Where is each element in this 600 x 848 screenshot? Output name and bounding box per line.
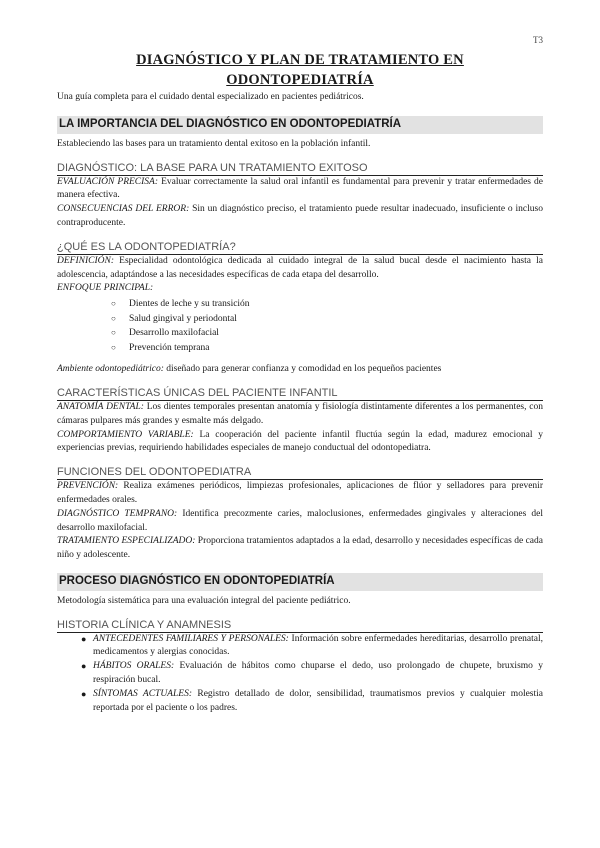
paragraph [57, 401, 543, 429]
document-subtitle: Una guía completa para el cuidado dental especializado en pacientes pediátricos. [57, 92, 364, 102]
term-label: ANATOMÍA DENTAL: [57, 401, 144, 412]
section-heading-proceso: PROCESO DIAGNÓSTICO EN ODONTOPEDIATRÍA [57, 573, 543, 591]
term-text: Identifica precozmente caries, maloclusiones, enfermedades gingivales y alteraciones del desarrollo maxilofacial. [57, 508, 543, 533]
subheading-funciones: FUNCIONES DEL ODONTOPEDIATRA [57, 465, 543, 480]
term-label: HÁBITOS ORALES: [93, 661, 175, 672]
section-heading-importancia: LA IMPORTANCIA DEL DIAGNÓSTICO EN ODONTOPEDIATRÍA [57, 116, 543, 134]
list-item: ● HÁBITOS ORALES: Evaluación de hábitos como chuparse el dedo, uso prolongado de chupete, bruxismo y respiración bucal. [81, 661, 543, 685]
paragraph [57, 508, 543, 536]
subheading-que-es: ¿QUÉ ES LA ODONTOPEDIATRÍA? [57, 240, 543, 255]
term-text: Registro detallado de dolor, sensibilidad, traumatismos previos y cualquier molestia reportada por el paciente o los padres. [93, 688, 543, 713]
section-intro: Metodología sistemática para una evaluación integral del paciente pediátrico. [57, 595, 351, 606]
term-text: Sin un diagnóstico preciso, el tratamiento puede resultar inadecuado, insuficiente o incluso contraproducente. [57, 204, 543, 228]
term-label: COMPORTAMIENTO VARIABLE: [57, 429, 194, 440]
term-text: Los dientes temporales presentan anatomía y fisiología distintamente diferentes a los permanentes, con cámaras pulpares más grandes y esmalte más delgado. [57, 401, 543, 426]
paragraph [57, 429, 543, 457]
page-number: T3 [533, 35, 543, 45]
term-label: DEFINICIÓN: [57, 255, 114, 266]
term-text: La cooperación del paciente infantil fluctúa según la edad, madurez emocional y experiencias previas, requiriendo habilidades especiales de manejo conductual del odontopediatra. [57, 429, 543, 454]
list-item: ○ Prevención temprana [111, 341, 543, 356]
paragraph [57, 176, 543, 204]
historia-list [57, 633, 543, 716]
list-item: ○ Salud gingival y periodontal [111, 312, 543, 327]
term-label: ANTECEDENTES FAMILIARES Y PERSONALES: [93, 633, 289, 644]
term-label: SÍNTOMAS ACTUALES: [93, 688, 192, 699]
term-text: diseñado para generar confianza y comodidad en los pequeños pacientes [163, 364, 442, 375]
list-item: ● SÍNTOMAS ACTUALES: Registro detallado de dolor, sensibilidad, traumatismos previos y cualquier molestia reportada por el paciente o los padres. [81, 688, 543, 713]
term-text: Especialidad odontológica dedicada al cuidado integral de la salud bucal desde el nacimiento hasta la adolescencia, adaptándose a las necesidades específicas de cada etapa del desarrollo. [57, 255, 543, 280]
term-label: PREVENCIÓN: [57, 481, 119, 492]
term-text: Evaluación de hábitos como chuparse el dedo, uso prolongado de chupete, bruxismo y respiración bucal. [93, 661, 543, 685]
subheading-diagnostico: DIAGNÓSTICO: LA BASE PARA UN TRATAMIENTO EXITOSO [57, 161, 543, 176]
paragraph [57, 203, 543, 231]
subheading-caracteristicas: CARACTERÍSTICAS ÚNICAS DEL PACIENTE INFANTIL [57, 386, 543, 401]
title-line-1: DIAGNÓSTICO Y PLAN DE TRATAMIENTO EN [136, 52, 464, 68]
paragraph [57, 363, 543, 377]
list-item: ○ Desarrollo maxilofacial [111, 326, 543, 341]
list-item: ○ Dientes de leche y su transición [111, 297, 543, 312]
subheading-historia: HISTORIA CLÍNICA Y ANAMNESIS [57, 618, 543, 633]
document-body [57, 110, 543, 715]
term-label: Ambiente odontopediátrico: [57, 364, 164, 375]
term-label: DIAGNÓSTICO TEMPRANO: [57, 508, 178, 519]
term-label: ENFOQUE PRINCIPAL: [57, 283, 154, 294]
term-label: CONSECUENCIAS DEL ERROR: [57, 204, 190, 215]
term-text: Proporciona tratamientos adaptados a la edad, desarrollo y necesidades específicas de cada niño y adolescente. [57, 536, 543, 561]
list-item: ● ANTECEDENTES FAMILIARES Y PERSONALES: Información sobre enfermedades hereditarias, desarrollo prenatal, medicamentos y alergias conocidas. [81, 633, 543, 658]
paragraph [57, 480, 543, 508]
title-line-2: ODONTOPEDIATRÍA [226, 72, 374, 88]
paragraph [57, 282, 543, 296]
section-intro: Estableciendo las bases para un tratamiento dental exitoso en la población infantil. [57, 138, 371, 149]
term-text: Realiza exámenes periódicos, limpiezas profesionales, aplicaciones de flúor y selladores para prevenir enfermedades orales. [57, 481, 543, 505]
paragraph [57, 255, 543, 283]
term-text: Evaluar correctamente la salud oral infantil es fundamental para prevenir y tratar enfermedades de manera efectiva. [57, 176, 544, 201]
enfoque-list [57, 297, 543, 355]
term-label: EVALUACIÓN PRECISA: [57, 176, 159, 187]
term-label: TRATAMIENTO ESPECIALIZADO: [57, 536, 196, 547]
term-text: Información sobre enfermedades hereditarias, desarrollo prenatal, medicamentos y alergias conocidas. [93, 633, 543, 658]
paragraph [57, 535, 543, 563]
document-title [57, 50, 543, 90]
